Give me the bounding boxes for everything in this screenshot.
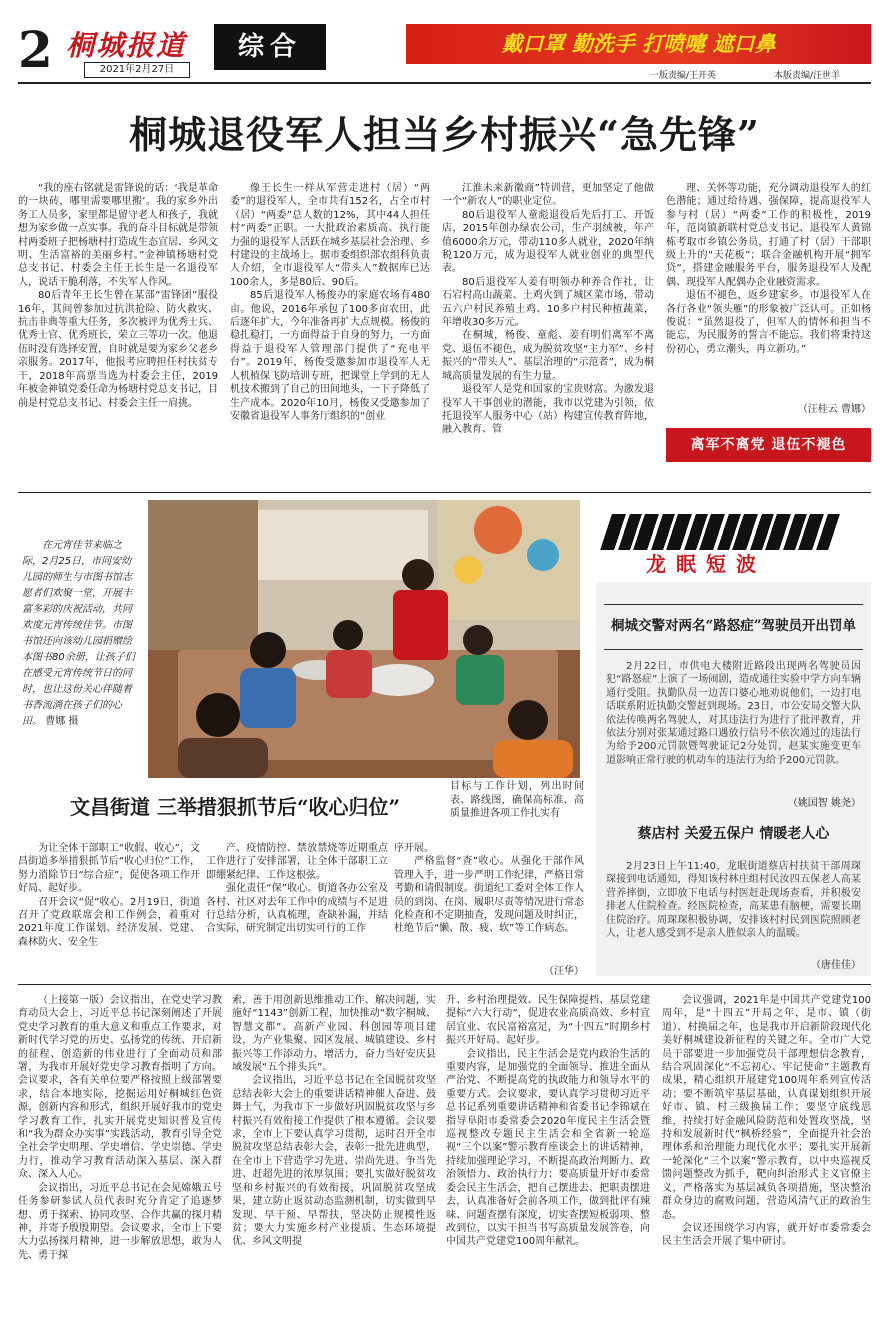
paragraph: 为让全体干部职工“收假、收心”，文昌街道多举措狠抓节后“收心归位”工作，努力消除节日“综合症”，促使各项工作开好局、起好步。 (18, 843, 200, 895)
wenchang-col-1 (18, 842, 200, 976)
news-briefs-logo (606, 510, 871, 576)
paragraph: 2月23日上午11:40，龙眠街道蔡店村扶贫干部周琛琛接到电话通知，得知该村林庄组村民汝四五保老人高某营养摔倒，立即放下电话与村医赶赴现场查看，并积极安排老人住院检查。经医院检查，高某患有脑梗，需要长期住院治疗。周琛琛积极协调，安排该村村民到医院照顾老人，让老人感受到不是亲人胜似亲人的温暖。 (606, 861, 861, 940)
paragraph: 目标与工作计划，列出时间表、路线图，确保高标准、高质量推进各项工作扎实有 (450, 781, 584, 820)
paragraph: “我的座右铭就是雷锋说的话：‘我是革命的一块砖，哪里需要哪里搬’。我的家乡外出务工人员多，家里都是留守老人和孩子，我就想为家乡做一点实事。我的奋斗目标就是带领村两委班子把杨塘村打造成生态宜居、乡风文明、生活富裕的美丽乡村。”金神镇杨塘村党总支书记、村委会主任王长生是一名退役军人，说话干脆利落，不失军人作风。 (18, 183, 218, 288)
paper-name: 桐城报道 (66, 29, 187, 62)
brief-2-body (606, 860, 861, 954)
section-divider (18, 492, 871, 493)
lead-col-4 (666, 182, 871, 390)
brief-2-byline: （唐佳佳） (811, 960, 861, 971)
paragraph: 80后青年王长生曾在某部“雷锋团”服役16年，其间曾参加过抗洪抢险、防火救灾、抗击非典等重大任务，多次被评为优秀士兵、优秀士官、优秀班长，荣立三等功一次。他退伍时没有选择安置，自时就是要为家乡父老乡亲服务。2017年，他报考应聘担任村扶贫专干，2018年高票当选为村委会主任，2019年被金神镇党委任命为杨塘村党总支书记，目前是村党总支书记、村委会主任一肩挑。 (18, 290, 218, 409)
news-photo (148, 500, 580, 778)
paragraph: 85后退役军人杨俊办的家庭农场有480亩。他说，2016年承包了100多亩农田，此后逐年扩大，今年准备再扩大点规模。杨俊的稳扎稳打，一方面得益于自身的努力，一方面得益于退役军人管理部门提供了“充电平台”。2019年，杨俊受邀参加市退役军人无人机植保飞防培训专班，把课堂上学到的无人机技术搬到了自己的田间地头，一下子降低了生产成本。2020年10月，杨俊又受邀参加了安徽省退役军人事务厅组织的“创业 (230, 290, 430, 422)
logo-text: 龙眠短波 (646, 552, 766, 576)
brief-1-body (606, 660, 861, 792)
paragraph: 会议指出，习近平总书记在会见嫦娥五号任务参研参试人员代表时充分肯定了追逐梦想、勇于探索、协同攻坚、合作共赢的探月精神，并寄予殷殷期望。会议要求，全市上下要大力弘扬探月精神，进一步解放思想，敢为人先、勇于探 (18, 1182, 222, 1261)
brief-2-headline: 蔡店村 关爱五保户 情暖老人心 (637, 826, 830, 842)
paragraph: 理、关怀等功能，充分调动退役军人的红色潜能；通过给待遇、强保障，提高退役军人参与村（居）“两委”工作的积极性，2019年，范岗镇新联村党总支书记、退役军人黄锦栋考取市乡镇公务员，打通了村（居）干部职级上升的“天花板”；联合金融机构开展“拥军贷”，搭建金融服务平台，服务退役军人及配偶、现役军人配偶办企业融资需求。 (666, 183, 871, 288)
paragraph: 江淮未来新徽商”特训营，更加坚定了他做一个“新农人”的职业定位。 (442, 183, 654, 208)
paragraph: 升、乡村治理提效、民生保障提档、基层党建提标“六大行动”，促进农业高质高效、乡村宜居宜业、农民富裕富足，为“十四五”时期乡村振兴开好局、起好步。 (446, 995, 650, 1047)
paragraph: 退役军人是党和国家的宝贵财富。为激发退役军人干事创业的潜能，我市以党建为引领，依托退役军人服务中心（站）构建宣传教育阵地，融入教育、管 (442, 384, 654, 436)
wenchang-right-fragment (450, 780, 584, 838)
cont-col-3 (446, 994, 650, 1306)
paragraph: 会议指出，民主生活会是党内政治生活的重要内容，是加强党的全面领导、推进全面从严治党、不断提高党的执政能力和领导水平的重要方式。会议要求，要认真学习贯彻习近平总书记系列重要讲话精神和省委书记李锦斌在指导阜阳市委常委会2020年度民主生活会暨巡视整改专题民主生活会和全省新一轮巡视“三个以案”警示教育座谈会上的讲话精神，持续加强理论学习，不断提高政治判断力、政治领悟力、政治执行力；要高质量开好市委常委会民主生活会，把自己摆进去、把职责摆进去，认真准备好会前各项工作，做到批评有辣味、问题查摆有深度，切实查摆短板弱项、整改到位，以实干担当书写高质量发展答卷，向中国共产党建党100周年献礼。 (446, 1048, 650, 1248)
photo-credit: 曹娜 摄 (45, 716, 79, 727)
paragraph: 序开展。 (394, 843, 434, 854)
cont-col-4 (662, 994, 871, 1306)
wenchang-col-3 (394, 842, 584, 964)
brief-1-byline: （姚国智 姚尧） (787, 798, 861, 809)
paragraph: 产、疫情防控、禁放禁烧等近期重点工作进行了安排部署，让全体干部职工立即绷紧纪律、工作这根弦。 (206, 843, 388, 881)
paragraph: 80后退役军人童彪退役后先后打工、开饭店，2015年创办绿农公司，生产羽绒被，年产值6000余万元，带动110多人就业，2020年纳税120万元，成为退役军人就业创业的典型代表。 (442, 209, 654, 275)
paragraph: 在桐城，杨俊、童彪、姜有明们离军不离党、退伍不褪色，成为脱贫攻坚“主力军”、乡村振兴的“带头人”、基层治理的“示范者”，成为桐城高质量发展的有生力量。 (442, 330, 654, 382)
lead-col-1 (18, 182, 218, 484)
continuation-divider (18, 984, 871, 985)
paragraph: 像王长生一样从军营走进村（居）“两委”的退役军人，全市共有152名，占全市村（居）“两委”总人数的12%，其中44人担任村“两委”正职。一大批政治素质高、执行能力强的退役军人活跃在城乡基层社会治理、乡村建设的主战场上。据市委组织部农组科负责人介绍，全市退役军人“带头人”数据库已达100余人，多是80后、90后。 (230, 183, 430, 288)
paragraph: 退伍不褪色，返乡建家乡。市退役军人在各行各业“领头雁”的形象被广泛认可。正如杨俊说：“虽然退役了，但军人的情怀和担当不能忘，为民服务的誓言不能忘。我们将秉持这份初心，勇立潮头，再立新功。” (666, 290, 871, 355)
paragraph: 召开会议“促”收心。2月19日，街道召开了党政联席会和工作例会，着重对2021年度工作谋划、经济发展、党建、森林防火、安全生 (18, 896, 200, 948)
brief-1-headline: 桐城交警对两名“路怒症”驾驶员开出罚单 (610, 618, 857, 634)
section-title: 综合 (237, 32, 302, 62)
lead-badge: 离军不离党 退伍不褪色 (666, 428, 871, 462)
wenchang-byline: （汪华） (544, 966, 584, 977)
cont-col-1 (18, 994, 222, 1306)
paragraph: 会议强调，2021年是中国共产党建党100周年，是“十四五”开局之年，是市、镇（街道）、村换届之年，也是我市开启新阶段现代化美好桐城建设新征程的关键之年。全市广大党员干部要进一步加强党员干部理想信念教育，结合巩固深化“不忘初心、牢记使命”主题教育成果，精心组织开展建党100周年系列宣传活动；要不断筑牢基层基础，认真谋划组织开展好市、镇、村三级换届工作；要坚守底线思维，持续打好金融风险防范和处置攻坚战，坚持和发展新时代“枫桥经验”，全面提升社会治理体系和治理能力现代化水平；要扎实开展新一轮深化“三个以案”警示教育，以中央巡视反馈问题整改为抓手，靶向纠治形式主义官僚主义，严格落实为基层减负各项措施，坚决整治群众身边的腐败问题，营造风清气正的政治生态。 (662, 995, 871, 1221)
paragraph: 严格监督“查”收心。从强化干部作风管理入手，进一步严明工作纪律，严格日常考勤和请假制度。街道纪工委对全体工作人员的到岗、在岗、履职尽责等情况进行常态化检查和不定期抽查，发现问题及时纠正，杜绝节后“懒、散、疲、软”等工作病态。 (394, 856, 584, 935)
cont-col-2 (232, 994, 436, 1306)
slogan: 戴口罩 勤洗手 打喷嚏 遮口鼻 (501, 31, 776, 56)
paragraph: 强化责任“保”收心。街道各办公室及各村、社区对去年工作中的成绩与不足进行总结分析，认真梳理，查缺补漏，并结合实际，研究制定出切实可行的工作 (206, 883, 388, 935)
lead-col-3 (442, 182, 654, 484)
lead-col-2 (230, 182, 430, 484)
caption-text: 在元宵佳节来临之际，2月25日，市同安幼儿园的师生与市图书馆志愿者们欢聚一堂，开展丰富多彩的庆祝活动，共同欢度元宵传统佳节。市图书馆还向该幼儿园捐赠绘本图书80余册，让孩子们在感受元宵传统节日的同时，也让这份关心伴随着书香流淌在孩子们的心田。 (22, 540, 135, 727)
photo-caption (22, 538, 138, 730)
date: 2021年2月27日 (84, 62, 190, 78)
wenchang-headline: 文昌街道 三举措狠抓节后“收心归位” (70, 795, 400, 819)
editor-credit: 一版责编/王开英 (650, 71, 717, 81)
masthead (18, 22, 871, 80)
masthead-rule (18, 82, 871, 84)
paragraph: 会议还围绕学习内容，就开好市委常委会民主生活会开展了集中研讨。 (662, 1222, 871, 1248)
photo-illustration (148, 500, 580, 778)
paragraph: 会议指出，习近平总书记在全国脱贫攻坚总结表彰大会上的重要讲话精神催人奋进、鼓舞士气，为我市下一步做好巩固脱贫攻坚与乡村振兴有效衔接工作提供了根本遵循。会议要求，全市上下要认真学习贯彻，运时召开全市脱贫攻坚总结表彰大会，表彰一批先进典型，在全市上下营造学习先进、崇尚先进、争当先进、赶超先进的浓厚氛围；要扎实做好脱贫攻坚和乡村振兴的有效衔接，巩固脱贫攻坚成果，建立防止返贫动态监测机制，切实做到早发现、早干预、早帮扶，坚决防止规模性返贫；要大力实施乡村产业提质、生态环境提优、乡风文明提 (232, 1075, 436, 1248)
paragraph: 80后退役军人姜有明领办种养合作社，让石宕村高山蔬菜、土鸡火到了城区菜市场，带动五六户村民养殖土鸡、10多户村民种植蔬菜，年增收30多万元。 (442, 276, 654, 329)
lead-headline: 桐城退役军人担当乡村振兴“急先锋” (129, 112, 760, 157)
page-number: 2 (18, 20, 53, 79)
paragraph: 2月22日，市供电大楼附近路段出现两名驾驶员因犯“路怒症”上演了一场闹剧，造成通往实验中学方向车辆通行受阻。执勤队员一边苦口婆心地劝说他们，一边打电话联系附近执勤交警赶到现场。23日，市公安局交警大队依法传唤两名驾驶人，对其违法行为进行了批评教育，并依法分别对张某通过路口遇放行信号不依次通过的违法行为给予200元罚款暨驾驶证记2分处罚，赵某实施变更车道影响正常行驶的机动车的违法行为给予200元罚款。 (606, 661, 861, 766)
wenchang-col-2 (206, 842, 388, 976)
paragraph: 索，善于用创新思维推动工作、解决问题，实施好“1143”创新工程，加快推动“数字桐城、智慧文都”、高新产业园、科创园等项目建设，为产业集聚、园区发展、城镇建设、乡村振兴等工作添动力、增活力，奋力当好安庆县域发展“五个排头兵”。 (232, 995, 436, 1074)
paragraph: （上接第一版）会议指出，在党史学习教育动员大会上，习近平总书记深刻阐述了开展党史学习教育的重大意义和重点工作要求，对新时代学习党的历史、弘扬党的传统、开启新的征程、创造新的伟业进行了全面动员和部署，为我市开展好党史学习教育指明了方向。会议要求，各有关单位要严格按照上级部署要求，结合本地实际，挖掘运用好桐城红色资源，创新内容和形式，组织开展好我市的党史学习教育工作，扎实开展党史知识普及宣传和“我为群众办实事”实践活动，教育引导全党全社会学史明理、学史增信、学史崇德、学史力行，推动学习教育活动深入基层、深入群众、深入人心。 (18, 995, 222, 1181)
designer-credit: 本版责编/汪世羊 (774, 71, 841, 81)
lead-byline: （汪桂云 曹娜） (797, 404, 871, 415)
logo-brush (600, 514, 842, 550)
